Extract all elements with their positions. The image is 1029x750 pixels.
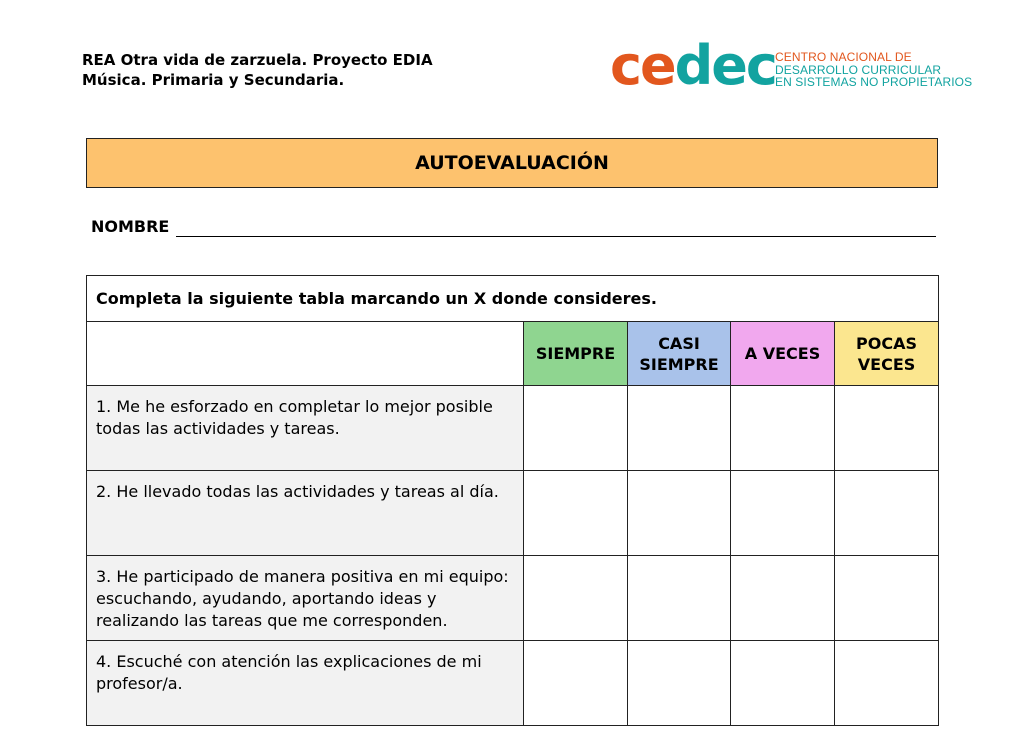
logo-subtitle-line-3: EN SISTEMAS NO PROPIETARIOS (775, 75, 973, 89)
mark-cell-casi-siempre[interactable] (628, 386, 731, 471)
self-evaluation-table (86, 275, 939, 726)
table-row (87, 386, 939, 471)
mark-cell-a-veces[interactable] (731, 386, 835, 471)
statement-2: 2. He llevado todas las actividades y tareas al día. (87, 471, 524, 556)
mark-cell-siempre[interactable] (524, 556, 628, 641)
mark-cell-a-veces[interactable] (731, 556, 835, 641)
mark-cell-pocas-veces[interactable] (835, 641, 939, 726)
mark-cell-siempre[interactable] (524, 471, 628, 556)
mark-cell-pocas-veces[interactable] (835, 386, 939, 471)
instruction-row (87, 276, 939, 322)
statement-4: 4. Escuché con atención las explicaciones de mi profesor/a. (87, 641, 524, 726)
column-header-a-veces: A VECES (731, 322, 835, 386)
table-row (87, 641, 939, 726)
mark-cell-siempre[interactable] (524, 641, 628, 726)
statement-3: 3. He participado de manera positiva en mi equipo: escuchando, ayudando, aportando ideas y realizando las tareas que me corresponden. (87, 556, 524, 641)
mark-cell-pocas-veces[interactable] (835, 471, 939, 556)
document-header (82, 50, 433, 90)
column-header-pocas-veces: POCAS VECES (835, 322, 939, 386)
mark-cell-a-veces[interactable] (731, 641, 835, 726)
nombre-label: NOMBRE (91, 217, 170, 236)
logo-subtitle (775, 51, 975, 89)
mark-cell-casi-siempre[interactable] (628, 641, 731, 726)
logo-subtitle-line-2: DESARROLLO CURRICULAR (775, 62, 942, 77)
table-row (87, 556, 939, 641)
mark-cell-siempre[interactable] (524, 386, 628, 471)
header-line-1: REA Otra vida de zarzuela. Proyecto EDIA (82, 51, 433, 69)
header-row (87, 322, 939, 386)
nombre-input-line[interactable] (176, 236, 936, 237)
mark-cell-a-veces[interactable] (731, 471, 835, 556)
column-header-siempre: SIEMPRE (524, 322, 628, 386)
table-row (87, 471, 939, 556)
logo-subtitle-line-1: CENTRO NACIONAL DE (775, 50, 912, 64)
logo-word: cedec (610, 34, 776, 97)
instruction-text: Completa la siguiente tabla marcando un X donde consideres. (87, 276, 939, 322)
mark-cell-casi-siempre[interactable] (628, 556, 731, 641)
mark-cell-pocas-veces[interactable] (835, 556, 939, 641)
blank-header-cell (87, 322, 524, 386)
page-title: AUTOEVALUACIÓN (86, 138, 938, 188)
header-line-2: Música. Primaria y Secundaria. (82, 71, 345, 89)
mark-cell-casi-siempre[interactable] (628, 471, 731, 556)
column-header-casi-siempre: CASI SIEMPRE (628, 322, 731, 386)
statement-1: 1. Me he esforzado en completar lo mejor posible todas las actividades y tareas. (87, 386, 524, 471)
